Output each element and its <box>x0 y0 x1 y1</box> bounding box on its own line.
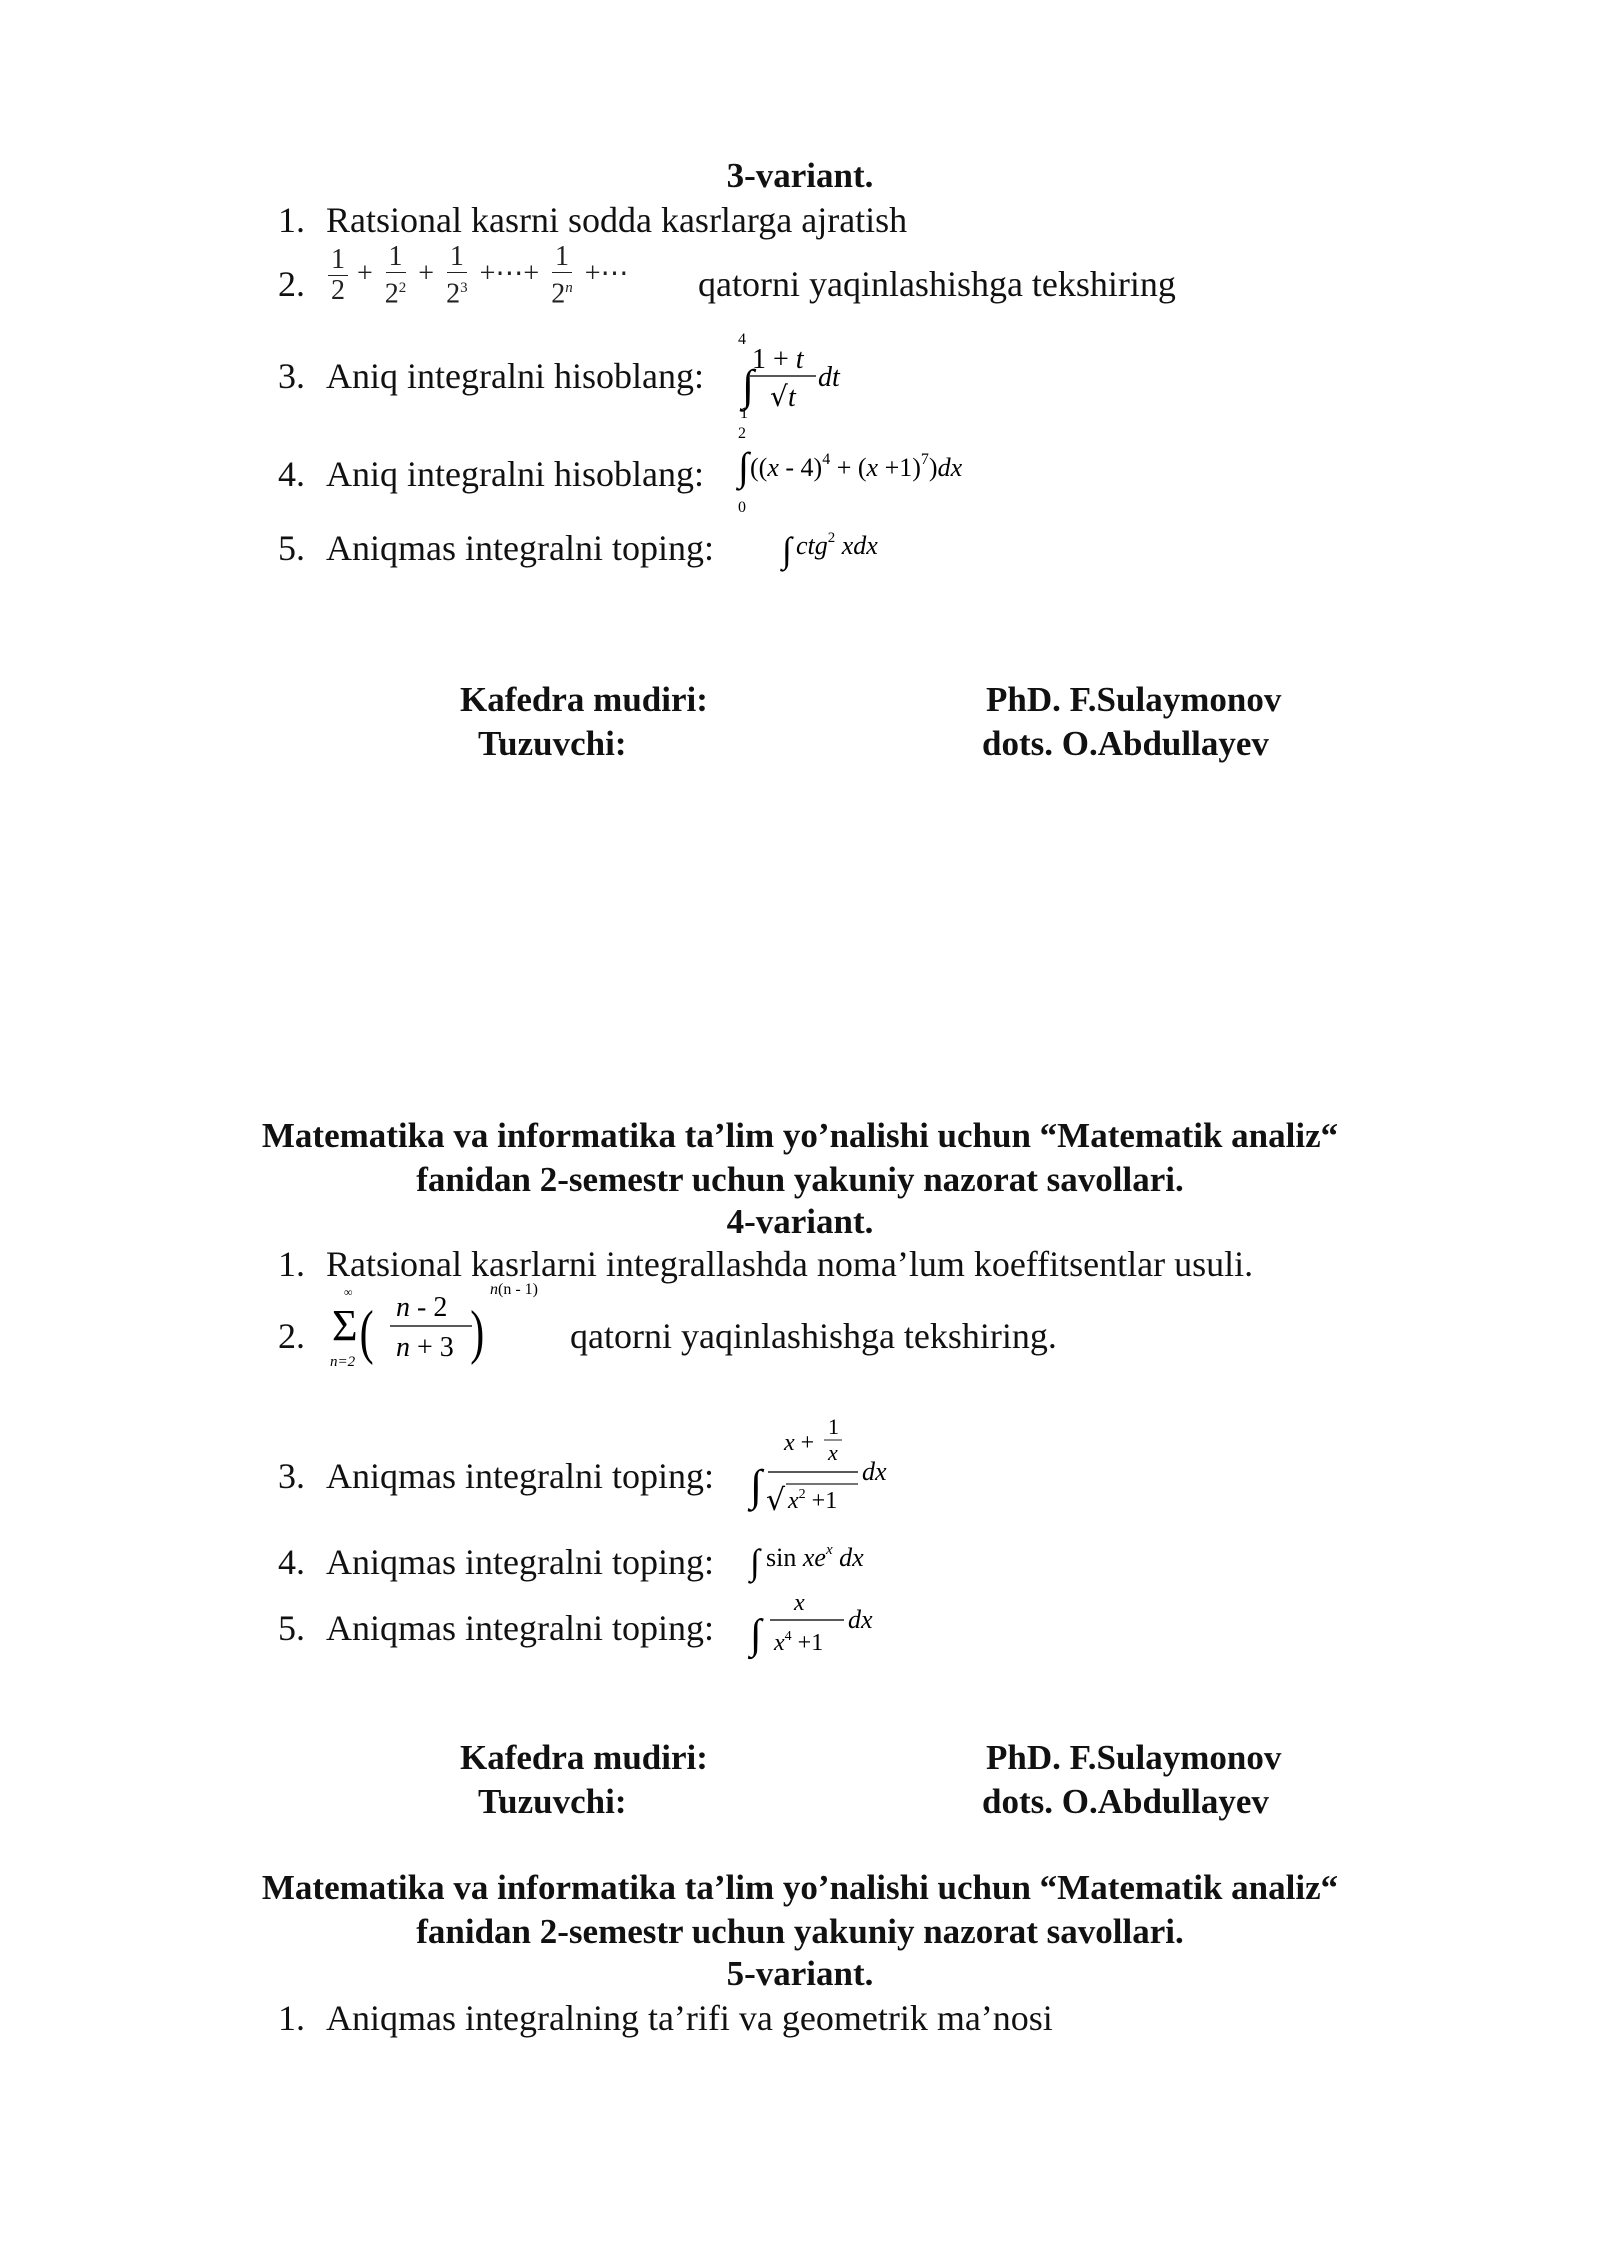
svg-text:2: 2 <box>738 425 746 442</box>
sign1-head-name: PhD. F.Sulaymonov <box>986 680 1282 719</box>
svg-text:x +: x + <box>784 1430 815 1456</box>
svg-text:n(n - 1): n(n - 1) <box>490 1281 538 1298</box>
svg-text:dt: dt <box>818 362 840 393</box>
svg-text:1: 1 <box>740 405 748 422</box>
sign1-author-label: Tuzuvchi: <box>478 724 627 763</box>
block4-header-line1: Matematika va informatika ta’lim yo’nalishi uchun “Matematik analiz“ <box>261 1116 1339 1155</box>
block5-header-line2: fanidan 2-semestr uchun yakuniy nazorat savollari. <box>416 1912 1184 1951</box>
svg-text:1 + t: 1 + t <box>752 344 804 375</box>
sign2-author-label: Tuzuvchi: <box>478 1782 627 1821</box>
svg-text:x: x <box>794 1590 805 1616</box>
svg-text:∫: ∫ <box>750 1461 763 1510</box>
svg-text:x: x <box>828 1440 838 1465</box>
svg-text:∫: ∫ <box>750 1612 762 1658</box>
svg-text:n + 3: n + 3 <box>396 1332 454 1363</box>
variant-5-title: 5-variant. <box>726 1954 874 1993</box>
variant-4-title: 4-variant. <box>726 1202 874 1241</box>
svg-text:ctg2 xdx: ctg$^2$ xdx <box>796 530 878 560</box>
svg-text:x2 +1: $x^2 +1$ <box>788 1487 838 1514</box>
svg-text:((x - 4)4 + (x +1)7)dx: $((x - 4)^4 + (x +1)^7)dx$ <box>750 451 963 482</box>
svg-text:√: √ <box>766 1483 786 1518</box>
svg-text:∫: ∫ <box>742 361 755 410</box>
svg-text:x4 +1: $x^4 +1$ <box>774 1629 824 1656</box>
svg-text:Σ: Σ <box>332 1301 358 1350</box>
svg-text:(: ( <box>359 1299 374 1366</box>
v3-q5-integral-formula <box>780 522 930 576</box>
svg-text:sin xex dx: $\sin xe^x$ dx <box>766 1542 864 1572</box>
v3-q3-integral-formula <box>732 330 872 426</box>
svg-text:dx: dx <box>848 1605 873 1634</box>
svg-text:): ) <box>470 1299 485 1366</box>
sign1-head-label: Kafedra mudiri: <box>460 680 708 719</box>
svg-text:n - 2: n - 2 <box>396 1292 448 1323</box>
svg-text:∫: ∫ <box>782 530 792 570</box>
svg-text:∫: ∫ <box>738 444 749 489</box>
v4-q2-series-formula <box>326 1276 566 1386</box>
v4-q4-integral-formula <box>746 1534 926 1590</box>
variant-3-title: 3-variant. <box>726 156 874 195</box>
block5-header-line1: Matematika va informatika ta’lim yo’nalishi uchun “Matematik analiz“ <box>261 1868 1339 1907</box>
svg-text:t: t <box>788 382 796 413</box>
svg-text:4: 4 <box>738 331 746 348</box>
v3-q4-integral-formula <box>734 422 1054 522</box>
svg-text:∞: ∞ <box>344 1285 353 1299</box>
svg-text:0: 0 <box>738 499 746 516</box>
sign2-author-name: dots. O.Abdullayev <box>982 1782 1269 1821</box>
v4-q3-integral-formula <box>746 1414 916 1538</box>
v4-q5-integral-formula <box>746 1584 896 1670</box>
svg-text:dx: dx <box>862 1457 887 1486</box>
svg-text:√: √ <box>770 380 788 413</box>
sign2-head-label: Kafedra mudiri: <box>460 1738 708 1777</box>
svg-text:1: 1 <box>828 1414 839 1439</box>
block4-header-line2: fanidan 2-semestr uchun yakuniy nazorat savollari. <box>416 1160 1184 1199</box>
svg-text:∫: ∫ <box>750 1542 760 1582</box>
sign2-head-name: PhD. F.Sulaymonov <box>986 1738 1282 1777</box>
v3-q2-series-formula: $\frac{1}{2}$ + $\frac{1}{2^2}$ + $\frac{1}{2^3}$ +⋯+ $\frac{1}{2^n}$ +⋯ <box>326 242 628 309</box>
sign1-author-name: dots. O.Abdullayev <box>982 724 1269 763</box>
svg-text:n=2: n=2 <box>330 1354 356 1370</box>
